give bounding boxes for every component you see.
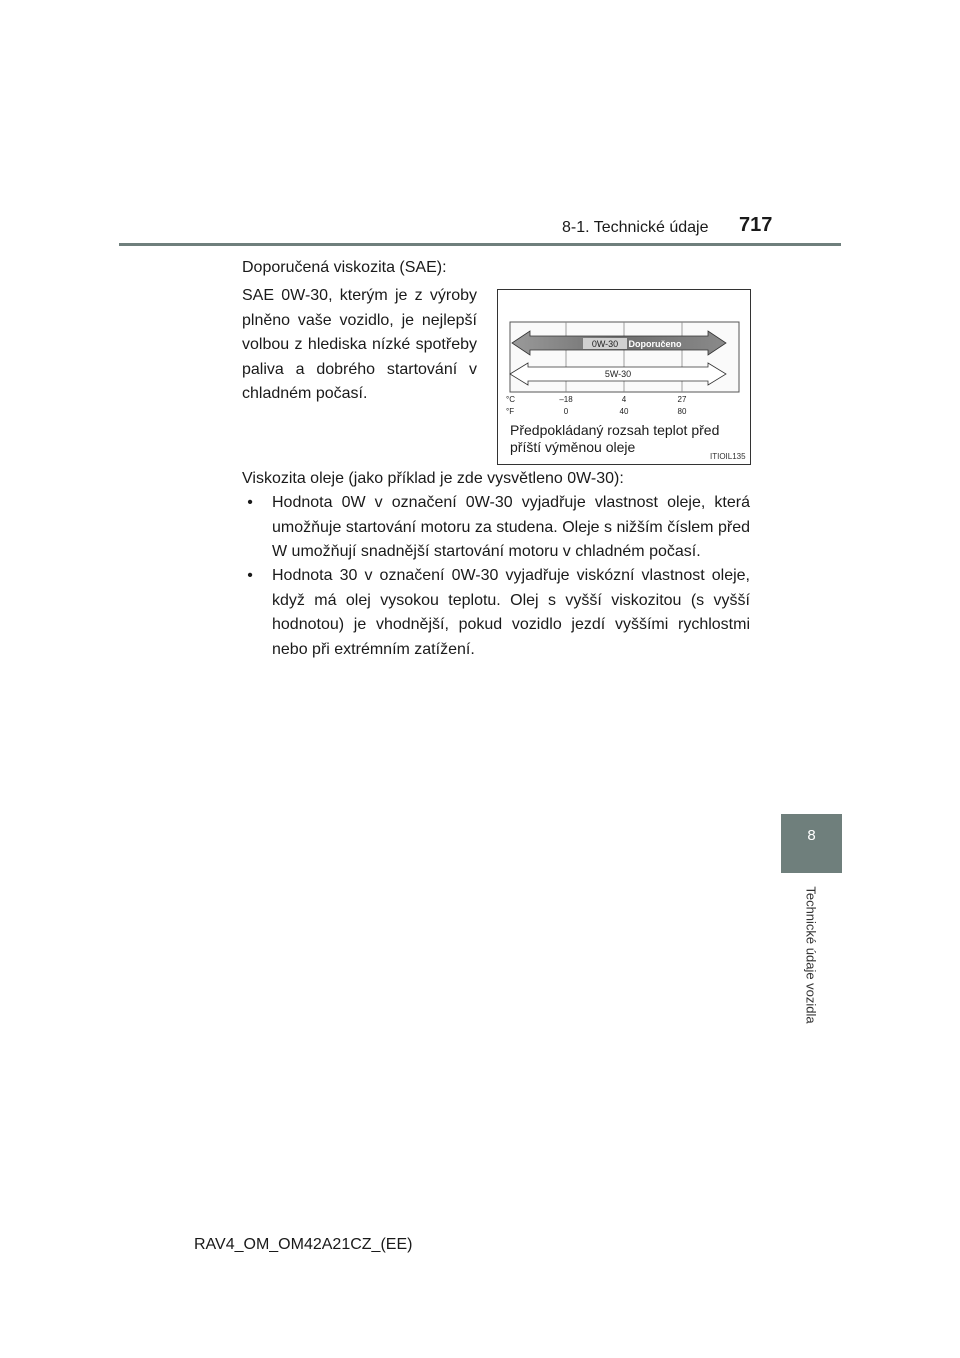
- section-title: 8-1. Technické údaje: [562, 219, 709, 236]
- recommended-viscosity-description: SAE 0W-30, kterým je z výroby plněno vaše vozidlo, je nejlepší volbou z hlediska nízké spotřeby paliva a dobrého startování v chladném počasí.: [242, 287, 477, 402]
- chart-frame: [510, 322, 739, 392]
- tick-f-2: 40: [619, 407, 629, 416]
- unit-fahrenheit: °F: [506, 407, 515, 416]
- chapter-number: 8: [807, 827, 816, 844]
- figure-code: ITIOIL135: [710, 452, 746, 461]
- recommended-viscosity-label: Doporučená viskozita (SAE):: [242, 259, 447, 276]
- tick-c-1: –18: [559, 395, 573, 404]
- bullet-symbol: •: [247, 494, 253, 511]
- page-number: 717: [739, 214, 773, 236]
- arrow-0w30-label: Doporučeno: [628, 339, 682, 349]
- arrow-5w30-grade: 5W-30: [604, 369, 632, 379]
- viscosity-intro: Viskozita oleje (jako příklad je zde vysvětleno 0W-30):: [242, 470, 624, 487]
- arrow-0w30-grade: 0W-30: [591, 339, 619, 349]
- tick-f-3: 80: [677, 407, 687, 416]
- figure-caption-line-1: Předpokládaný rozsah teplot před: [510, 422, 720, 438]
- tick-c-2: 4: [621, 395, 627, 404]
- footer-doc-code: RAV4_OM_OM42A21CZ_(EE): [194, 1236, 413, 1253]
- chapter-side-label: Technické údaje vozidla: [803, 886, 819, 1024]
- bullet-item: [242, 564, 750, 662]
- unit-celsius: °C: [506, 395, 515, 404]
- figure-caption: [510, 422, 719, 456]
- tick-c-3: 27: [677, 395, 687, 404]
- header-rule: [119, 243, 841, 246]
- bullet-text: Hodnota 30 v označení 0W-30 vyjadřuje viskózní vlastnost oleje, když má olej vysokou teplotu. Olej s vyšší viskozitou (s vyšší hodnotou) je vhodnější, pokud vozidlo jezdí vyššími rychlostmi nebo při extrémním zatížení.: [272, 567, 750, 658]
- bullet-symbol: •: [247, 567, 253, 584]
- bullet-item: [242, 491, 750, 565]
- bullet-text: Hodnota 0W v označení 0W-30 vyjadřuje vlastnost oleje, která umožňuje startování motoru za studena. Oleje s nižším číslem před W umožňují snadnější startování motoru v chladném počasí.: [272, 494, 750, 560]
- figure-caption-line-2: příští výměnou oleje: [510, 439, 636, 455]
- tick-f-1: 0: [563, 407, 569, 416]
